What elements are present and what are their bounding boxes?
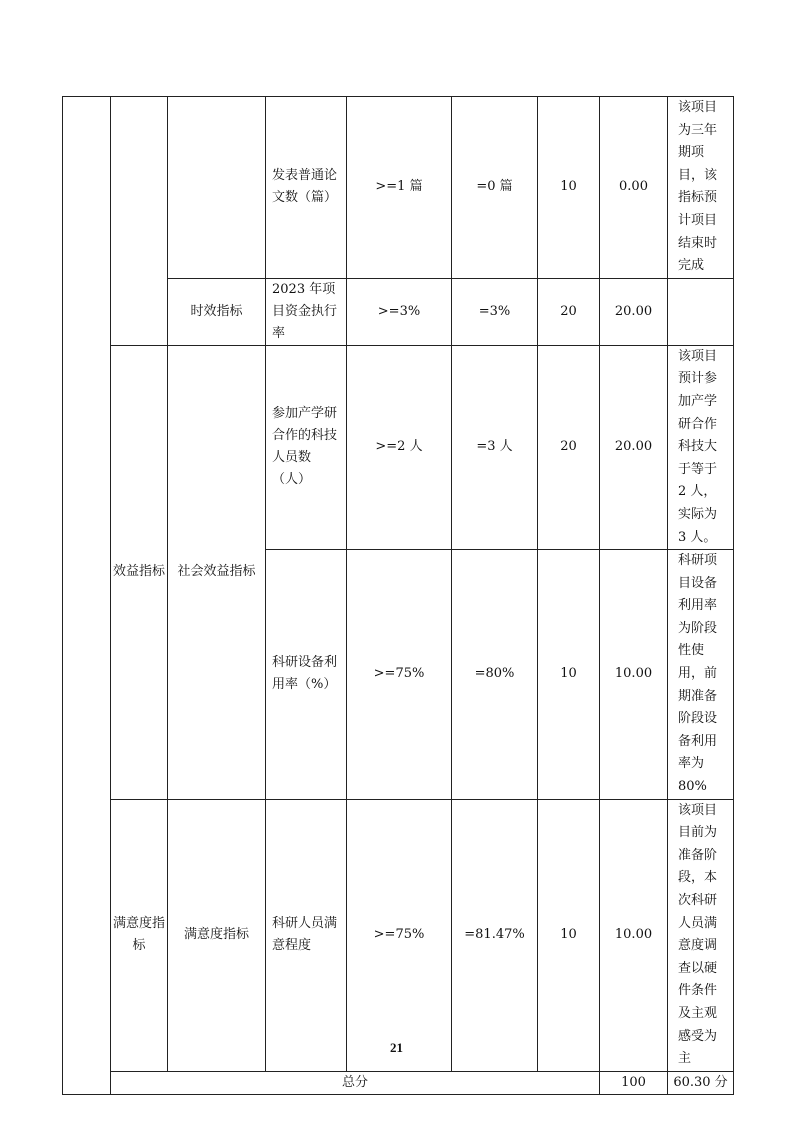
note-papers: 该项目为三年期项目，该指标预计项目结束时完成	[668, 97, 734, 279]
indicator-equipment: 科研设备利用率（%）	[266, 550, 347, 800]
weight-papers: 10	[538, 97, 600, 279]
sub-category-satisfaction: 满意度指标	[168, 799, 266, 1071]
score-satisfaction: 10.00	[600, 799, 668, 1071]
total-score: 60.30 分	[668, 1071, 734, 1094]
indicator-timeliness: 2023 年项目资金执行率	[266, 278, 347, 345]
note-timeliness	[668, 278, 734, 345]
indicator-researchers: 参加产学研合作的科技人员数（人）	[266, 345, 347, 549]
row-total	[63, 1071, 734, 1094]
target-equipment: >=75%	[347, 550, 452, 800]
actual-papers: =0 篇	[452, 97, 538, 279]
row-researchers	[63, 345, 734, 549]
score-papers: 0.00	[600, 97, 668, 279]
weight-researchers: 20	[538, 345, 600, 549]
score-equipment: 10.00	[600, 550, 668, 800]
actual-satisfaction: =81.47%	[452, 799, 538, 1071]
actual-researchers: =3 人	[452, 345, 538, 549]
actual-equipment: =80%	[452, 550, 538, 800]
target-timeliness: >=3%	[347, 278, 452, 345]
total-label: 总分	[111, 1071, 600, 1094]
score-researchers: 20.00	[600, 345, 668, 549]
row-satisfaction	[63, 799, 734, 1071]
actual-timeliness: =3%	[452, 278, 538, 345]
note-researchers: 该项目预计参加产学研合作科技大于等于 2 人，实际为 3 人。	[668, 345, 734, 549]
sub-category-social-benefit: 社会效益指标	[168, 345, 266, 799]
sub-category-quality-cell	[168, 97, 266, 279]
target-researchers: >=2 人	[347, 345, 452, 549]
weight-equipment: 10	[538, 550, 600, 800]
sub-category-timeliness: 时效指标	[168, 278, 266, 345]
performance-table	[62, 96, 734, 1095]
page-number: 21	[390, 1040, 403, 1055]
weight-timeliness: 20	[538, 278, 600, 345]
note-satisfaction: 该项目目前为准备阶段，本次科研人员满意度调查以硬件条件及主观感受为主	[668, 799, 734, 1071]
score-timeliness: 20.00	[600, 278, 668, 345]
category-satisfaction: 满意度指标	[111, 799, 168, 1071]
weight-satisfaction: 10	[538, 799, 600, 1071]
target-satisfaction: >=75%	[347, 799, 452, 1071]
row-papers	[63, 97, 734, 279]
total-weight: 100	[600, 1071, 668, 1094]
indicator-satisfaction: 科研人员满意程度	[266, 799, 347, 1071]
category-output-cell	[111, 97, 168, 346]
target-papers: >=1 篇	[347, 97, 452, 279]
indicator-papers: 发表普通论文数（篇）	[266, 97, 347, 279]
note-equipment: 科研项目设备利用率为阶段性使用，前期准备阶段设备利用率为 80%	[668, 550, 734, 800]
category-benefit: 效益指标	[111, 345, 168, 799]
outer-category-cell	[63, 97, 111, 1095]
